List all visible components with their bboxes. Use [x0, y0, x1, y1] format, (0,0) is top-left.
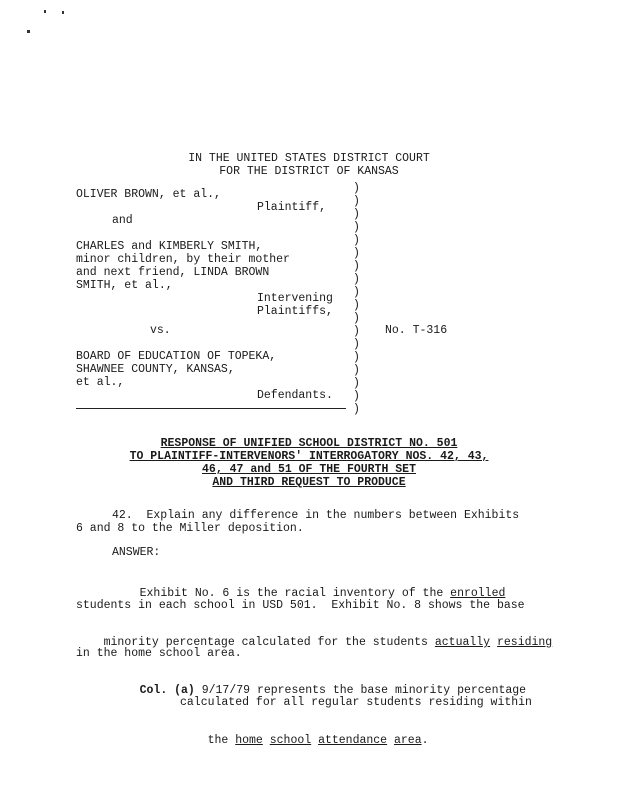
caption-rule [76, 408, 346, 409]
col-a-line-2: calculated for all regular students residing within [180, 696, 532, 709]
space [490, 636, 497, 649]
intervenor-line-3: and next friend, LINDA BROWN [76, 266, 270, 279]
period: . [421, 734, 429, 747]
underlined-word: area [393, 734, 422, 747]
and-text: and [112, 214, 133, 227]
paren: ) [353, 338, 360, 351]
answer-label: ANSWER: [112, 546, 161, 559]
paren: ) [353, 364, 360, 377]
scan-mark [62, 11, 64, 14]
underlined-word: home [235, 734, 263, 747]
intervenor-role-2: Plaintiffs, [257, 305, 333, 318]
paren: ) [353, 286, 360, 299]
paren: ) [353, 312, 360, 325]
intervenor-line-4: SMITH, et al., [76, 279, 173, 292]
plaintiff-role: Plaintiff, [257, 201, 327, 214]
col-a-text: 9/17/79 represents the base minority percentage [194, 684, 527, 697]
answer-text: minority percentage calculated for the students [103, 636, 435, 649]
interrogatory-42-line-2: 6 and 8 to the Miller deposition. [76, 522, 304, 535]
response-heading-4: AND THIRD REQUEST TO PRODUCE [212, 476, 406, 489]
underlined-word: school [269, 734, 312, 747]
court-district: FOR THE DISTRICT OF KANSAS [219, 165, 399, 178]
defendant-line-2: SHAWNEE COUNTY, KANSAS, [76, 363, 235, 376]
paren: ) [353, 195, 360, 208]
defendant-role: Defendants. [257, 389, 333, 402]
answer-line-4: in the home school area. [76, 647, 242, 660]
scan-mark [27, 30, 30, 33]
answer-line-2: students in each school in USD 501. Exhibit No. 8 shows the base [76, 599, 525, 612]
court-title: IN THE UNITED STATES DISTRICT COURT [188, 152, 430, 165]
underlined-word: attendance [318, 734, 388, 747]
intervenor-role-1: Intervening [257, 292, 333, 305]
paren: ) [353, 234, 360, 247]
paren: ) [353, 221, 360, 234]
response-heading-2: TO PLAINTIFF-INTERVENORS' INTERROGATORY NOS. 42, 43, [129, 450, 489, 463]
paren: ) [353, 390, 360, 403]
paren: ) [353, 299, 360, 312]
col-a-text: the [207, 734, 236, 747]
scan-mark [44, 10, 46, 13]
space [263, 734, 270, 747]
paren: ) [353, 403, 360, 416]
case-number: No. T-316 [385, 324, 448, 337]
underlined-word: actually [434, 636, 491, 649]
defendant-line-1: BOARD OF EDUCATION OF TOPEKA, [76, 350, 277, 363]
paren: ) [353, 182, 360, 195]
paren: ) [353, 377, 360, 390]
versus-text: vs. [150, 324, 171, 337]
answer-text: Exhibit No. 6 is the racial inventory of the [139, 587, 451, 600]
paren: ) [353, 247, 360, 260]
plaintiff-name: OLIVER BROWN, et al., [76, 188, 221, 201]
paren: ) [353, 325, 360, 338]
col-a-label: Col. (a) [139, 684, 195, 697]
space [387, 734, 394, 747]
defendant-line-3: et al., [76, 376, 125, 389]
paren: ) [353, 273, 360, 286]
paren: ) [353, 208, 360, 221]
response-heading-1: RESPONSE OF UNIFIED SCHOOL DISTRICT NO. 501 [160, 437, 458, 450]
interrogatory-42-line-1: 42. Explain any difference in the numbers between Exhibits [112, 509, 520, 522]
intervenor-line-2: minor children, by their mother [76, 253, 290, 266]
paren: ) [353, 351, 360, 364]
underlined-word: residing [497, 636, 553, 649]
intervenor-line-1: CHARLES and KIMBERLY SMITH, [76, 240, 263, 253]
response-heading-3: 46, 47 and 51 OF THE FOURTH SET [202, 463, 416, 476]
col-a-line-3 [180, 721, 429, 760]
underlined-word: enrolled [450, 587, 506, 600]
paren: ) [353, 260, 360, 273]
